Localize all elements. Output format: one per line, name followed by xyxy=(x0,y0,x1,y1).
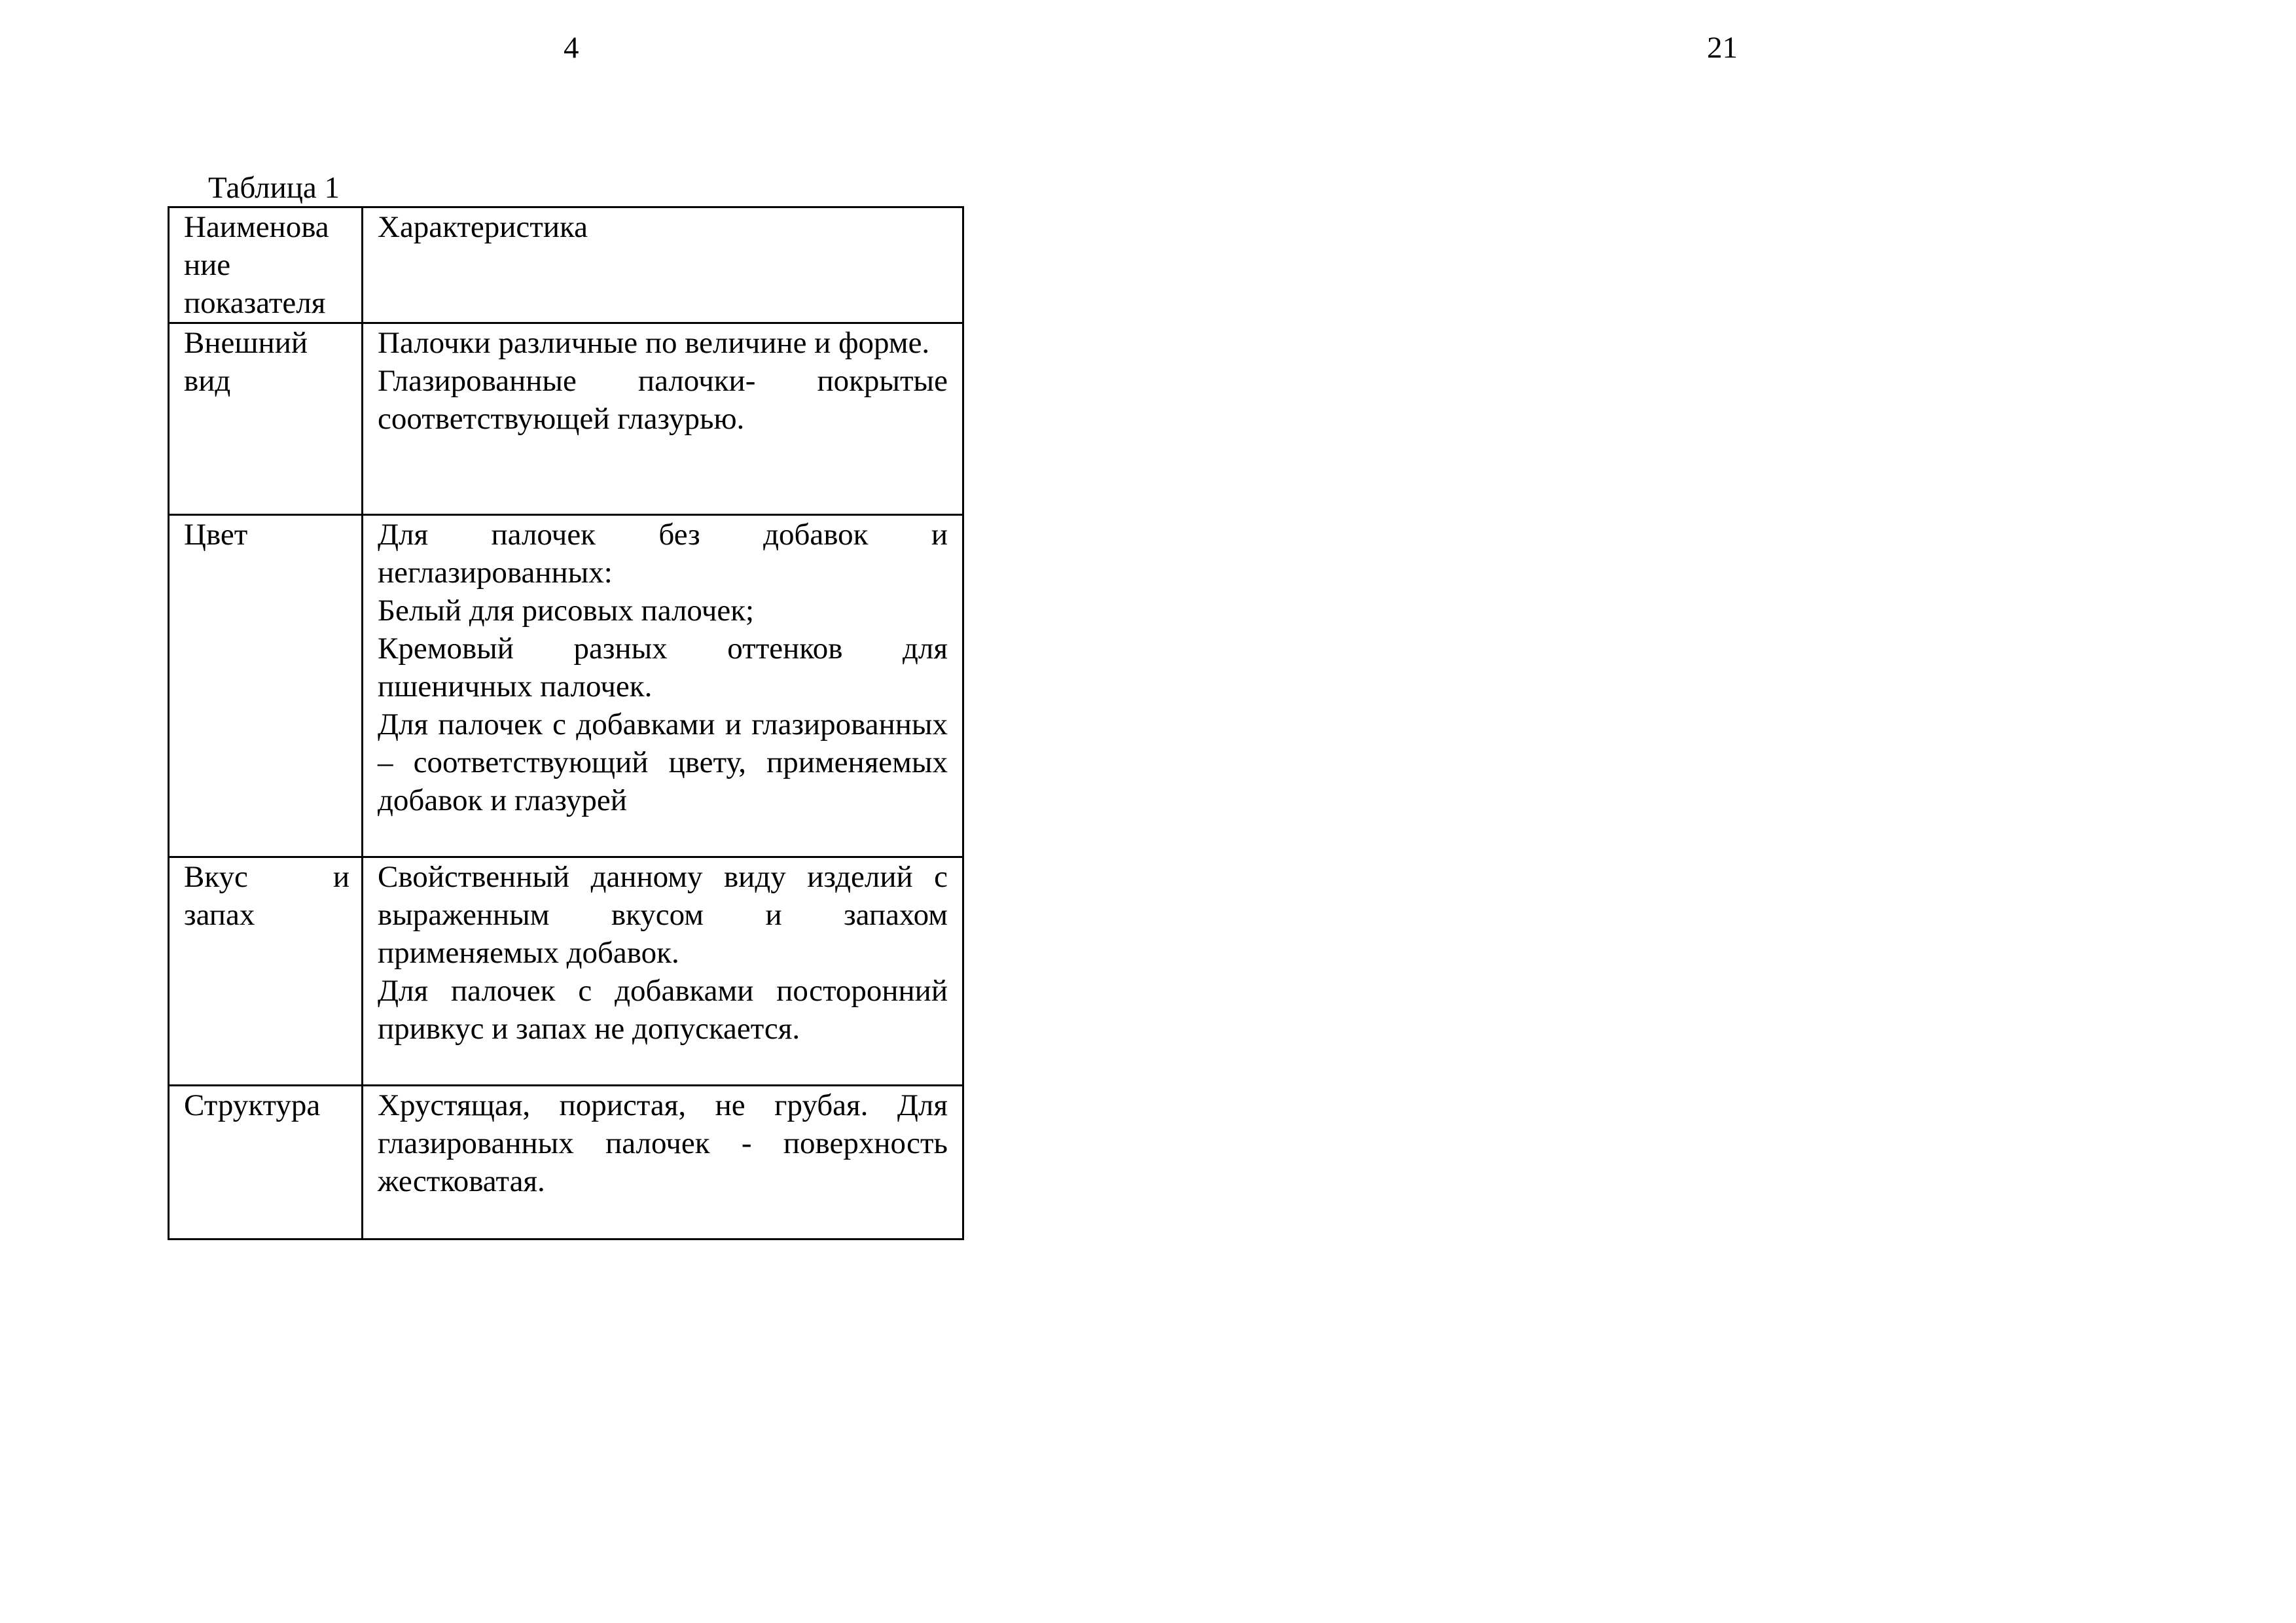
table-row xyxy=(169,857,963,1086)
header-description: Характеристика xyxy=(378,210,588,244)
header-name-line: показателя xyxy=(184,286,326,320)
row-description-cell xyxy=(363,515,963,857)
row-description-cell xyxy=(363,1086,963,1240)
row-paragraph: Кремовый разных оттенков для пшеничных палочек. xyxy=(378,632,948,704)
table-row xyxy=(169,515,963,857)
row-paragraph: Хрустящая, пористая, не грубая. Для глазированных палочек - поверхность жестковатая. xyxy=(378,1088,948,1198)
row-paragraph: Для палочек без добавок и неглазированных: xyxy=(378,518,948,590)
header-name-line: Наименова xyxy=(184,210,329,244)
characteristics-table xyxy=(168,206,964,1240)
row-name-cell xyxy=(169,515,363,857)
row-paragraph: Свойственный данному виду изделий с выраженным вкусом и запахом применяемых добавок. xyxy=(378,860,948,970)
table-row xyxy=(169,323,963,515)
row-name: Структура xyxy=(184,1088,321,1122)
table-caption: Таблица 1 xyxy=(208,171,340,205)
header-cell-characteristic xyxy=(363,207,963,323)
row-paragraph: Палочки различные по величине и форме. xyxy=(378,326,930,360)
row-name: Цвет xyxy=(184,518,248,552)
header-name-line: ние xyxy=(184,248,231,282)
row-paragraph: Глазированные палочки- покрытые соответствующей глазурью. xyxy=(378,364,948,436)
row-description-cell xyxy=(363,323,963,515)
row-paragraph: Белый для рисовых палочек; xyxy=(378,594,755,628)
page-number-right: 21 xyxy=(1707,31,1738,65)
row-name-cell xyxy=(169,323,363,515)
table-row xyxy=(169,1086,963,1240)
table-header-row xyxy=(169,207,963,323)
row-paragraph: Для палочек с добавками посторонний привкус и запах не допускается. xyxy=(378,974,948,1046)
row-description-cell xyxy=(363,857,963,1086)
row-paragraph: Для палочек с добавками и глазированных – соответствующий цвету, применяемых добавок и глазурей xyxy=(378,707,948,817)
row-name: Вкус и запах xyxy=(184,860,350,932)
row-name: Внешний вид xyxy=(184,326,308,398)
row-name-cell xyxy=(169,857,363,1086)
page-number-left: 4 xyxy=(564,31,579,65)
row-name-cell xyxy=(169,1086,363,1240)
header-cell-indicator-name xyxy=(169,207,363,323)
